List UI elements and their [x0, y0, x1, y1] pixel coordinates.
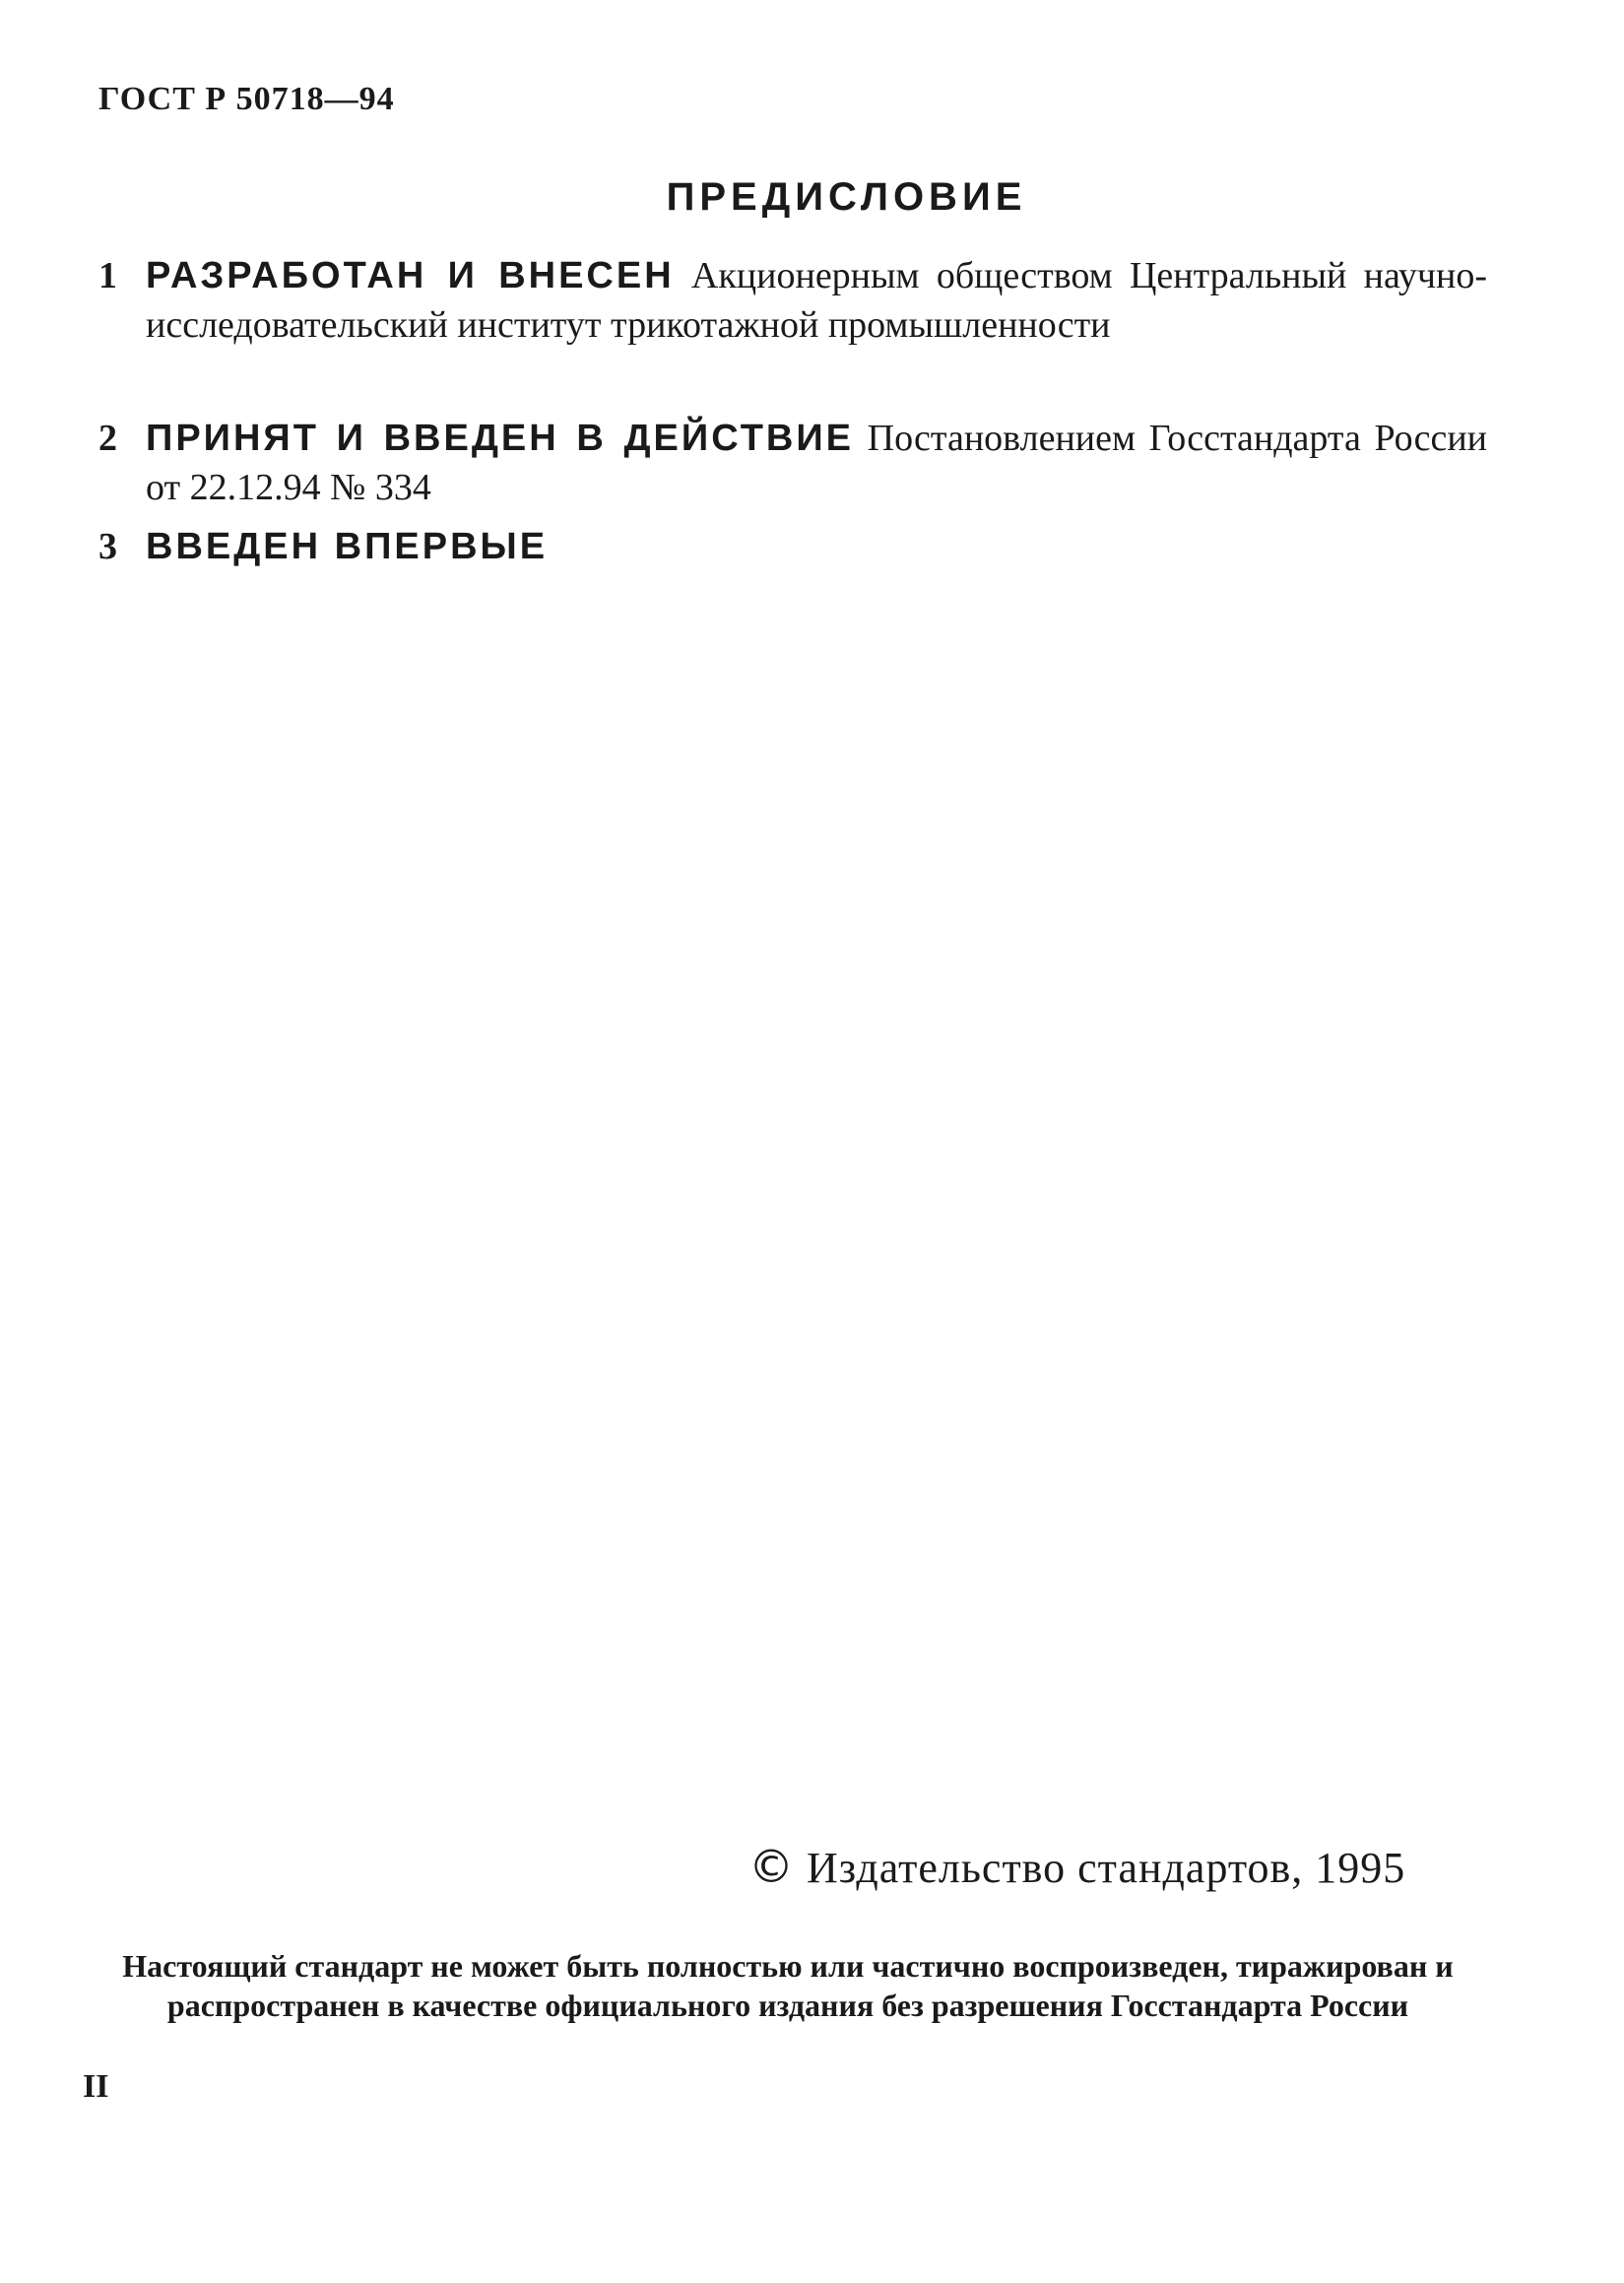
item-text: Постановлением Госстандарта России от 22.12.94 № 334	[146, 418, 1488, 508]
reproduction-notice: Настоящий стандарт не может быть полностью или частично воспроизведен, тиражирован и распространен в качестве официального издания без разрешения Госстандарта России	[122, 1948, 1454, 2023]
item-lead: РАЗРАБОТАН И ВНЕСЕН	[146, 255, 675, 296]
item-body	[146, 414, 1487, 512]
preface-item-introduced	[98, 522, 1487, 571]
item-body	[146, 522, 1487, 571]
preface-item-developed	[98, 251, 1487, 350]
item-number: 1	[98, 255, 117, 296]
item-lead: ПРИНЯТ И ВВЕДЕН В ДЕЙСТВИЕ	[146, 418, 855, 459]
page-number: II	[83, 2068, 109, 2105]
item-number: 3	[98, 526, 117, 567]
standard-code: ГОСТ Р 50718—94	[98, 81, 395, 117]
copyright-text: Издательство стандартов, 1995	[807, 1844, 1406, 1892]
page-title: ПРЕДИСЛОВИЕ	[666, 175, 1027, 219]
copyright-icon: ©	[748, 1840, 795, 1893]
copyright-line	[748, 1840, 1405, 1893]
item-lead: ВВЕДЕН ВПЕРВЫЕ	[146, 526, 549, 567]
item-text: Акционерным обществом Центральный научно-исследовательский институт трикотажной промышленности	[146, 255, 1487, 346]
item-body	[146, 251, 1487, 350]
preface-item-adopted	[98, 414, 1487, 512]
item-number: 2	[98, 418, 117, 459]
